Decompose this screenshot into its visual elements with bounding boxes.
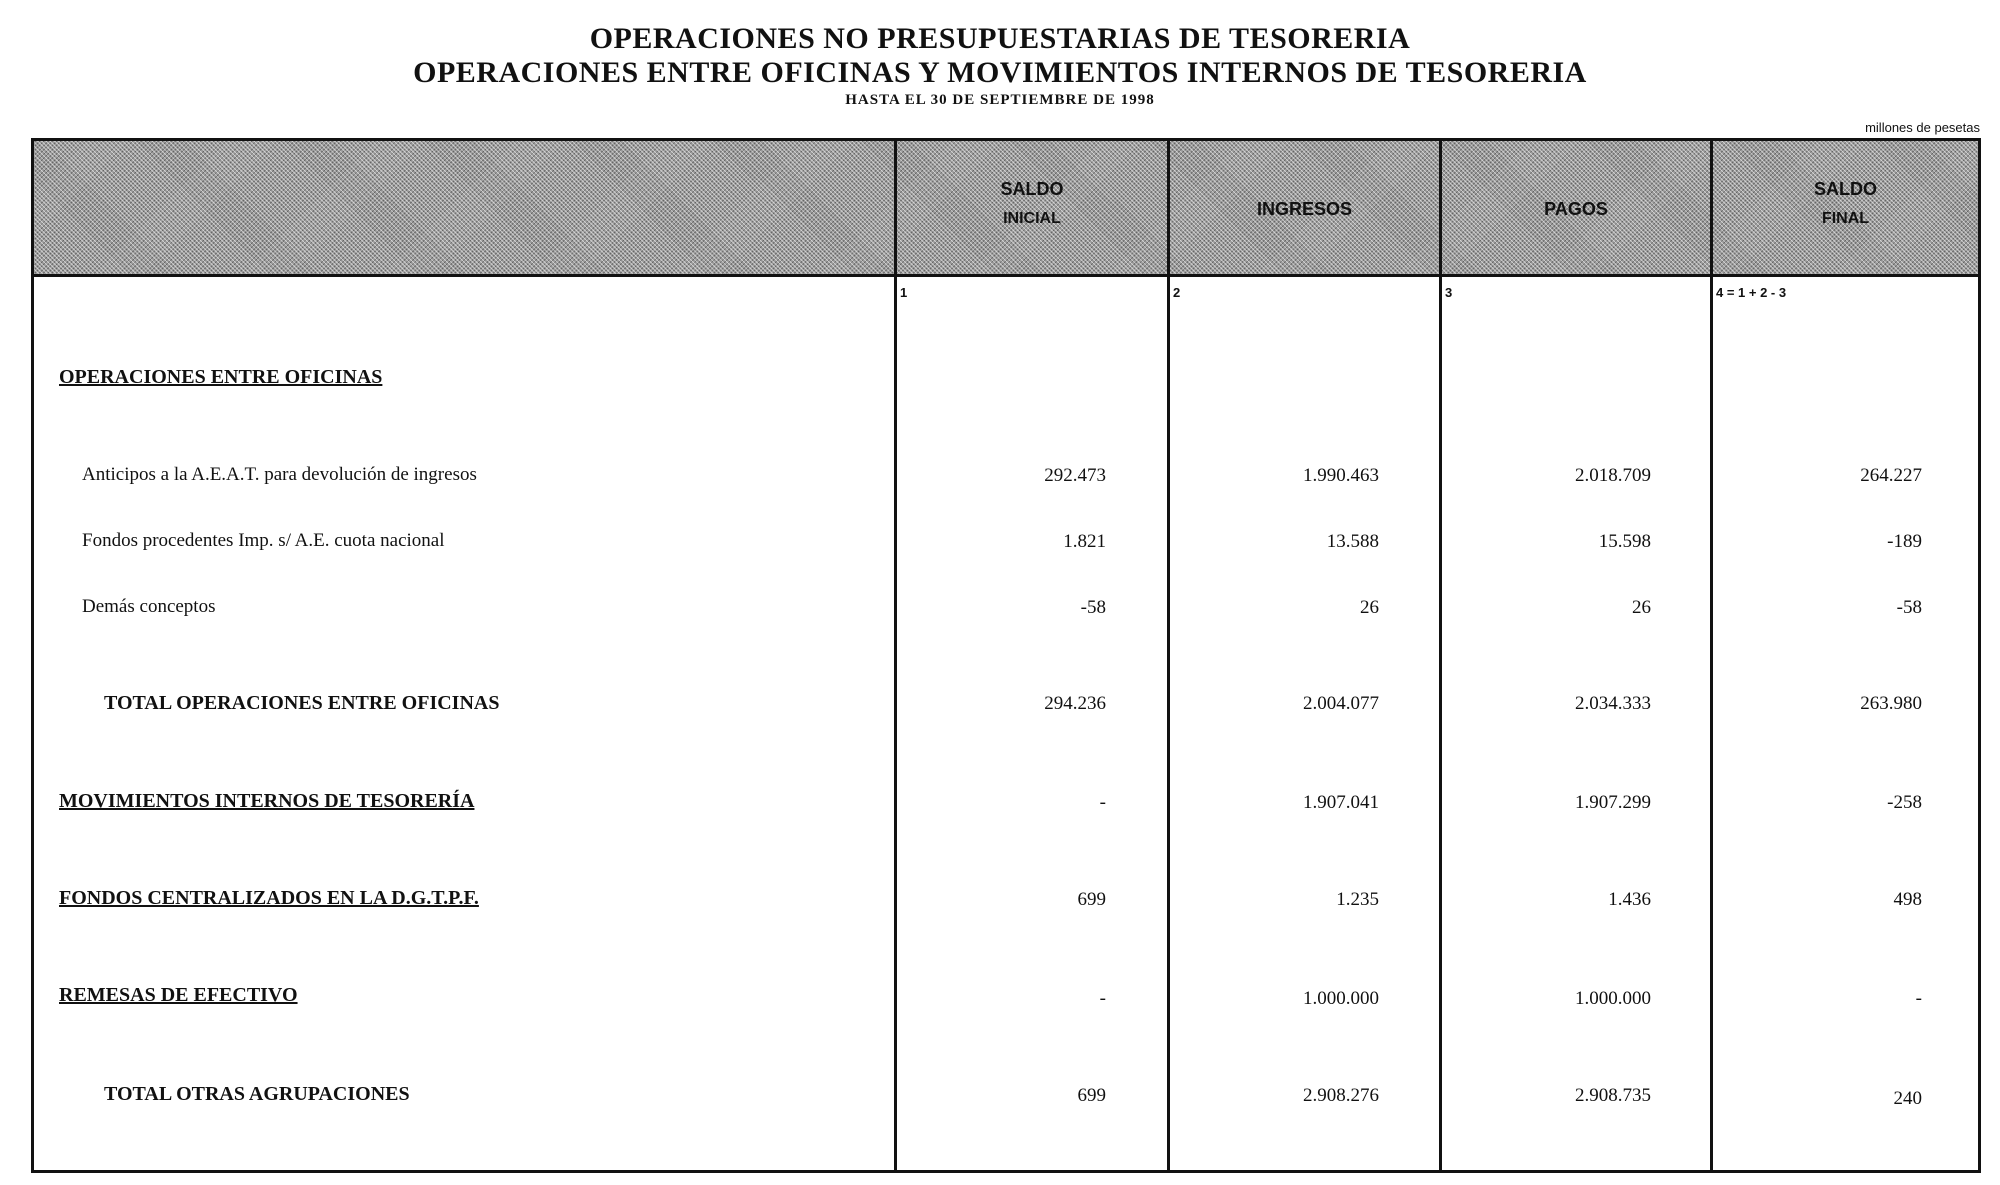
cell-ingresos: 2.908.276 <box>1303 1085 1379 1106</box>
cell-saldo-inicial: 1.821 <box>1063 531 1106 552</box>
cell-saldo-final: - <box>1915 988 1922 1009</box>
column-divider <box>1439 141 1442 1170</box>
column-number: 2 <box>1173 285 1181 300</box>
report-date: HASTA EL 30 DE SEPTIEMBRE DE 1998 <box>845 92 1155 108</box>
cell-saldo-inicial: 699 <box>1077 1085 1106 1106</box>
header-pagos: PAGOS <box>1544 199 1608 219</box>
cell-pagos: 1.436 <box>1608 889 1651 910</box>
row-label: Anticipos a la A.E.A.T. para devolución de ingresos <box>82 464 477 485</box>
row-label: Fondos procedentes Imp. s/ A.E. cuota nacional <box>82 530 445 551</box>
cell-saldo-final: -58 <box>1896 597 1922 618</box>
cell-saldo-inicial: - <box>1099 988 1106 1009</box>
cell-ingresos: 2.004.077 <box>1303 693 1379 714</box>
cell-saldo-final: 264.227 <box>1860 465 1922 486</box>
column-divider <box>894 141 897 1170</box>
cell-ingresos: 1.000.000 <box>1303 988 1379 1009</box>
cell-pagos: 1.907.299 <box>1575 792 1651 813</box>
cell-saldo-inicial: -58 <box>1080 597 1106 618</box>
cell-pagos: 26 <box>1632 597 1651 618</box>
report-title: OPERACIONES NO PRESUPUESTARIAS DE TESORERIA <box>589 22 1411 55</box>
cell-ingresos: 1.235 <box>1336 889 1379 910</box>
total-label: TOTAL OTRAS AGRUPACIONES <box>104 1083 410 1105</box>
total-label: TOTAL OPERACIONES ENTRE OFICINAS <box>104 692 500 714</box>
cell-pagos: 2.034.333 <box>1575 693 1651 714</box>
column-divider <box>1167 141 1170 1170</box>
data-table <box>31 138 1981 1173</box>
column-number: 3 <box>1445 285 1453 300</box>
header-ingresos: INGRESOS <box>1256 199 1353 219</box>
header-saldo-final: SALDO FINAL <box>1814 179 1877 227</box>
column-number: 1 <box>900 285 908 300</box>
report-subtitle-main: OPERACIONES ENTRE OFICINAS Y MOVIMIENTOS INTERNOS DE TESORERIA <box>413 56 1587 89</box>
units-label: millones de pesetas <box>1865 120 1980 135</box>
cell-ingresos: 1.907.041 <box>1303 792 1379 813</box>
cell-saldo-inicial: - <box>1099 792 1106 813</box>
cell-ingresos: 13.588 <box>1326 531 1379 552</box>
column-divider <box>1710 141 1713 1170</box>
section-movimientos: MOVIMIENTOS INTERNOS DE TESORERÍA <box>59 790 475 812</box>
cell-pagos: 2.018.709 <box>1575 465 1651 486</box>
column-number: 4 = 1 + 2 - 3 <box>1716 285 1787 300</box>
cell-saldo-final: -258 <box>1887 792 1922 813</box>
cell-pagos: 2.908.735 <box>1575 1085 1651 1106</box>
cell-ingresos: 1.990.463 <box>1303 465 1379 486</box>
cell-pagos: 1.000.000 <box>1575 988 1651 1009</box>
cell-saldo-inicial: 699 <box>1077 889 1106 910</box>
section-operaciones: OPERACIONES ENTRE OFICINAS <box>59 366 383 388</box>
section-remesas: REMESAS DE EFECTIVO <box>59 984 298 1006</box>
cell-saldo-inicial: 292.473 <box>1044 465 1106 486</box>
row-label: Demás conceptos <box>82 596 216 617</box>
cell-ingresos: 26 <box>1360 597 1379 618</box>
cell-saldo-final: 240 <box>1893 1088 1922 1109</box>
cell-saldo-final: 263.980 <box>1860 693 1922 714</box>
section-fondos-centralizados: FONDOS CENTRALIZADOS EN LA D.G.T.P.F. <box>59 887 479 909</box>
cell-saldo-final: 498 <box>1893 889 1922 910</box>
cell-saldo-inicial: 294.236 <box>1044 693 1106 714</box>
header-saldo-inicial: SALDO INICIAL <box>1000 179 1064 227</box>
cell-saldo-final: -189 <box>1887 531 1922 552</box>
cell-pagos: 15.598 <box>1598 531 1651 552</box>
